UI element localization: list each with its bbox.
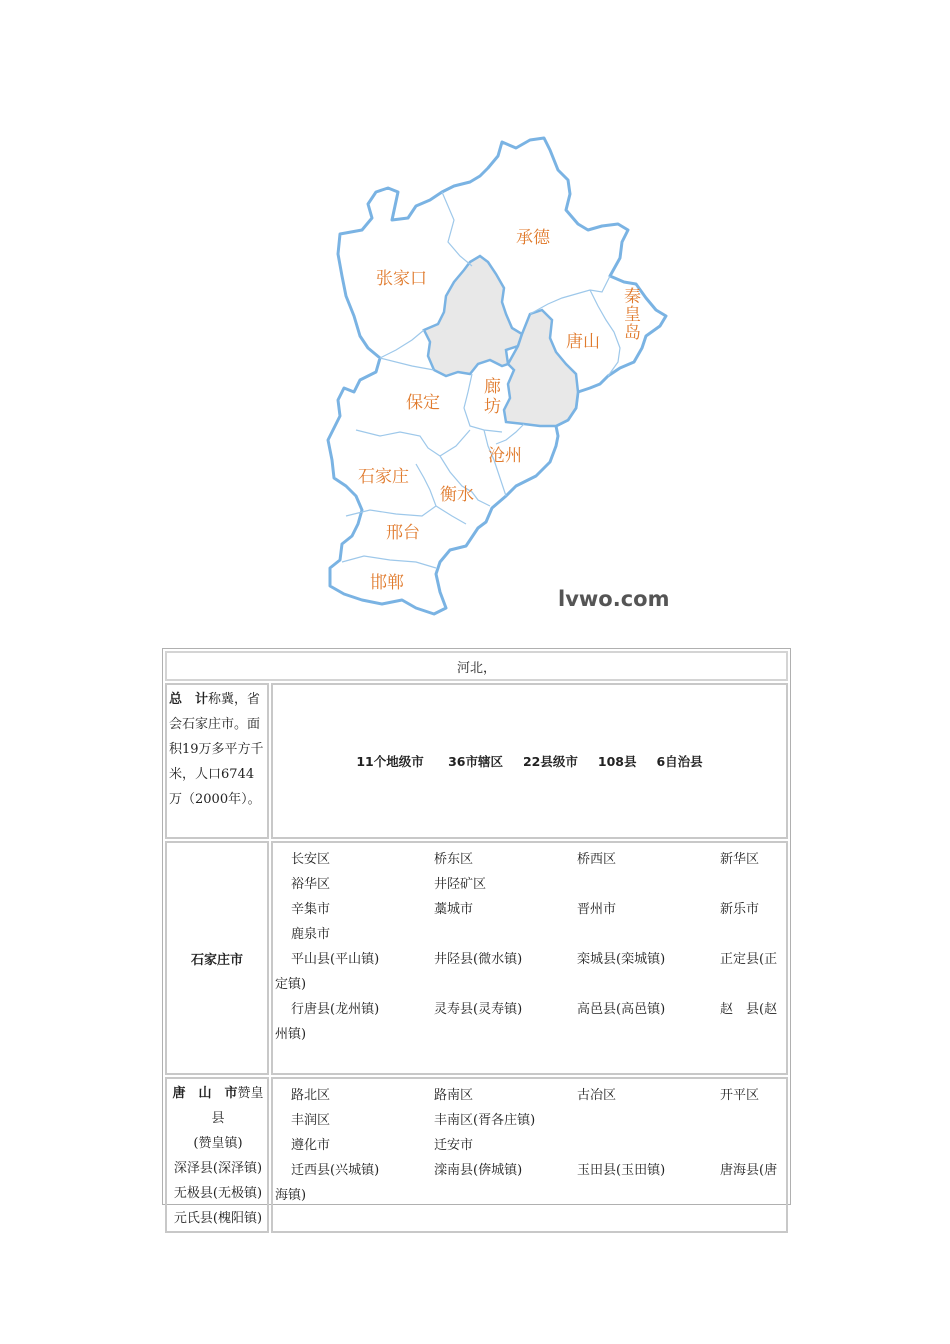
province-outline <box>328 138 666 614</box>
tangshan-list <box>271 1077 788 1233</box>
list-item: 滦南县(倴城镇) <box>434 1163 523 1178</box>
list-item: 藁城市 <box>434 902 474 917</box>
list-item: 长安区 <box>291 852 331 867</box>
region-label: 沧州 <box>488 446 522 466</box>
list-item: 州镇) <box>275 1027 307 1042</box>
summary-description: 称冀，省会石家庄市。面积19万多平方千米，人口6744万（2000年）。 <box>169 692 264 807</box>
tangshan-left-line: 赞皇县 <box>211 1086 264 1126</box>
region-label: 张家口 <box>376 269 427 289</box>
list-item: 迁安市 <box>434 1138 474 1153</box>
list-row <box>275 847 784 872</box>
list-row <box>275 1158 784 1183</box>
list-item: 古冶区 <box>577 1088 617 1103</box>
tangshan-left-line: 无极县(无极镇) <box>173 1186 263 1201</box>
list-item: 唐海县(唐 <box>720 1163 778 1178</box>
hebei-map-svg <box>320 130 680 620</box>
list-item: 路北区 <box>291 1088 331 1103</box>
list-item: 丰南区(胥各庄镇) <box>434 1113 536 1128</box>
list-row <box>275 872 784 897</box>
region-label: 唐山 <box>566 332 600 352</box>
list-item: 行唐县(龙州镇) <box>291 1002 380 1017</box>
list-item: 正定县(正 <box>720 952 778 967</box>
region-label: 保定 <box>406 393 440 413</box>
tangshan-label: 唐 山 市 <box>172 1086 238 1101</box>
list-item: 遵化市 <box>291 1138 331 1153</box>
list-row <box>275 922 784 947</box>
stat-prefecture-cities: 11个地级市 <box>356 754 424 769</box>
list-item: 桥东区 <box>434 852 474 867</box>
list-item: 开平区 <box>720 1088 760 1103</box>
stat-autonomous-counties: 6自治县 <box>656 754 703 769</box>
region-label: 皇 <box>624 305 641 325</box>
list-row <box>275 972 784 997</box>
stat-county-cities: 22县级市 <box>522 754 578 769</box>
region-label: 岛 <box>624 323 641 343</box>
list-item: 晋州市 <box>577 902 617 917</box>
list-item: 丰润区 <box>291 1113 331 1128</box>
city-name-shijiazhuang: 石家庄市 <box>165 841 269 1075</box>
region-label: 邢台 <box>386 523 420 543</box>
list-item: 鹿泉市 <box>291 927 331 942</box>
list-item: 海镇) <box>275 1188 307 1203</box>
list-row <box>275 1183 784 1208</box>
list-item: 高邑县(高邑镇) <box>577 1002 666 1017</box>
list-item: 赵 县(赵 <box>720 1002 778 1017</box>
list-item: 裕华区 <box>291 877 331 892</box>
summary-stats <box>271 683 788 839</box>
city-name-tangshan <box>165 1077 269 1233</box>
list-row <box>275 1022 784 1047</box>
list-row <box>275 1133 784 1158</box>
region-label: 衡水 <box>440 485 474 505</box>
list-item: 栾城县(栾城镇) <box>577 952 666 967</box>
list-item: 灵寿县(灵寿镇) <box>434 1002 523 1017</box>
watermark: lvwo.com <box>558 587 670 611</box>
region-label: 秦 <box>624 287 641 307</box>
region-label: 邯郸 <box>370 573 404 593</box>
list-item: 平山县(平山镇) <box>291 952 380 967</box>
region-label: 坊 <box>484 397 501 417</box>
list-item: 新华区 <box>720 852 760 867</box>
tangshan-left-line: 深泽县(深泽镇) <box>173 1161 263 1176</box>
list-row <box>275 1108 784 1133</box>
list-item: 新乐市 <box>720 902 760 917</box>
summary-label: 总 计 <box>169 692 209 707</box>
tangshan-left-line: 元氏县(槐阳镇) <box>173 1211 263 1226</box>
region-label: 廊 <box>484 377 501 397</box>
tangshan-left-line: (赞皇镇) <box>193 1136 243 1151</box>
summary-left <box>165 683 269 839</box>
shijiazhuang-list <box>271 841 788 1075</box>
list-row <box>275 1083 784 1108</box>
region-label: 石家庄 <box>358 467 409 487</box>
list-item: 路南区 <box>434 1088 474 1103</box>
list-item: 迁西县(兴城镇) <box>291 1163 380 1178</box>
list-item: 井陉矿区 <box>434 877 487 892</box>
list-item: 玉田县(玉田镇) <box>577 1163 666 1178</box>
table-header: 河北， <box>165 651 788 681</box>
list-item: 井陉县(微水镇) <box>434 952 523 967</box>
list-item: 定镇) <box>275 977 307 992</box>
list-row <box>275 997 784 1022</box>
hebei-map <box>320 130 680 620</box>
stat-counties: 108县 <box>597 754 637 769</box>
county-table <box>162 648 791 1226</box>
list-row <box>275 947 784 972</box>
list-item: 辛集市 <box>291 902 331 917</box>
list-row <box>275 897 784 922</box>
list-item: 桥西区 <box>577 852 617 867</box>
region-label: 承德 <box>516 228 550 248</box>
stat-districts: 36市辖区 <box>448 754 503 769</box>
